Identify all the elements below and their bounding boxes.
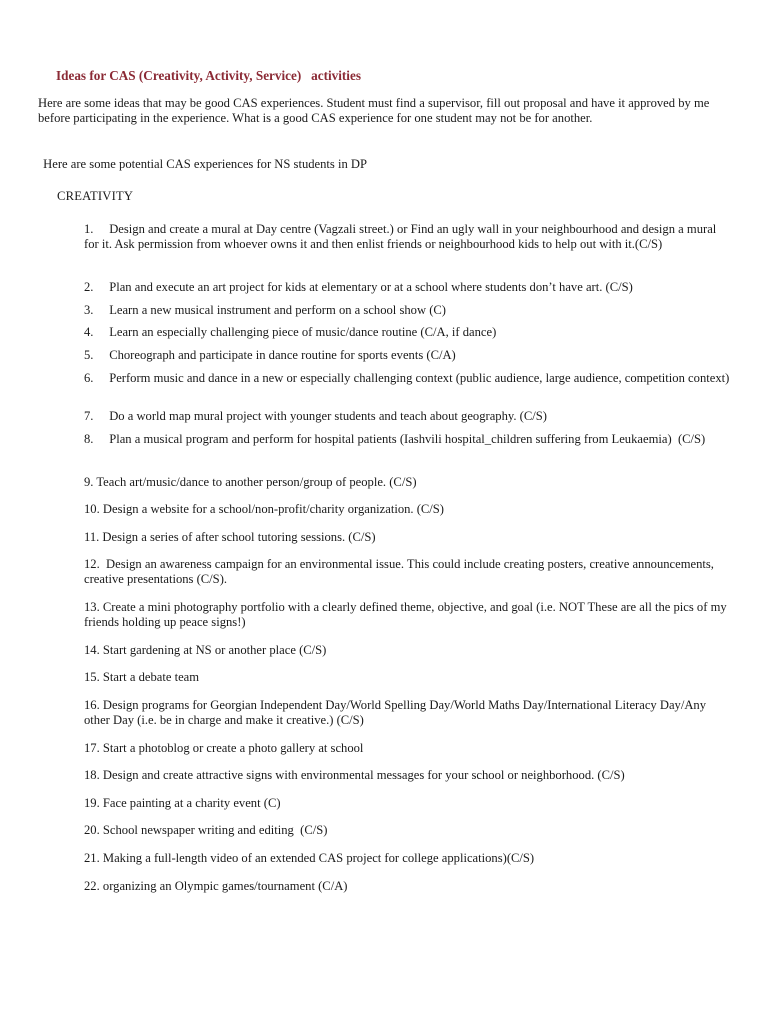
list-item: 12. Design an awareness campaign for an environmental issue. This could include creating posters, creative announcements, creative presentations (C/S). [84,557,718,586]
list-item: 11. Design a series of after school tutoring sessions. (C/S) [84,530,376,544]
list-item: 3. Learn a new musical instrument and perform on a school show (C) [84,303,446,317]
list-item: 9. Teach art/music/dance to another person/group of people. (C/S) [84,475,417,489]
list-item: 19. Face painting at a charity event (C) [84,796,281,810]
list-item: 1. Design and create a mural at Day centre (Vagzali street.) or Find an ugly wall in your neighbourhood and design a mural for it. Ask permission from whoever owns it and then enlist friends or neighbourhood kids to help out with it.(C/S) [84,222,720,251]
section-heading-creativity: CREATIVITY [57,189,134,203]
list-item: 20. School newspaper writing and editing (C/S) [84,823,328,837]
intro-paragraph: Here are some ideas that may be good CAS experiences. Student must find a supervisor, fill out proposal and have it approved by me before participating in the experience. What is a good CAS experience for one student may not be for another. [38,96,710,125]
list-item: 15. Start a debate team [84,670,200,684]
list-item: 5. Choreograph and participate in dance routine for sports events (C/A) [84,348,456,362]
list-item: 6. Perform music and dance in a new or especially challenging context (public audience, large audience, competition context) [84,371,730,385]
subintro-paragraph: Here are some potential CAS experiences for NS students in DP [40,157,368,171]
list-item: 13. Create a mini photography portfolio with a clearly defined theme, objective, and goal (i.e. NOT These are all the pics of my friends holding up peace signs!) [84,600,727,629]
list-item: 21. Making a full-length video of an extended CAS project for college applications)(C/S) [84,851,535,865]
list-item: 10. Design a website for a school/non-profit/charity organization. (C/S) [84,502,445,516]
list-item: 17. Start a photoblog or create a photo gallery at school [84,741,364,755]
list-item: 7. Do a world map mural project with younger students and teach about geography. (C/S) [84,409,547,423]
document-title: Ideas for CAS (Creativity, Activity, Service) activities [56,68,361,83]
list-item: 16. Design programs for Georgian Independent Day/World Spelling Day/World Maths Day/International Literacy Day/Any other Day (i.e. be in charge and make it creative.) (C/S) [84,698,707,727]
list-item: 18. Design and create attractive signs with environmental messages for your school or neighborhood. (C/S) [84,768,625,782]
list-item: 2. Plan and execute an art project for kids at elementary or at a school where students don’t have art. (C/S) [84,280,633,294]
list-item: 4. Learn an especially challenging piece of music/dance routine (C/A, if dance) [84,325,497,339]
list-item: 8. Plan a musical program and perform for hospital patients (Iashvili hospital_children suffering from Leukaemia) (C/S) [84,432,706,446]
list-item: 22. organizing an Olympic games/tournament (C/A) [84,879,348,893]
list-item: 14. Start gardening at NS or another place (C/S) [84,643,327,657]
